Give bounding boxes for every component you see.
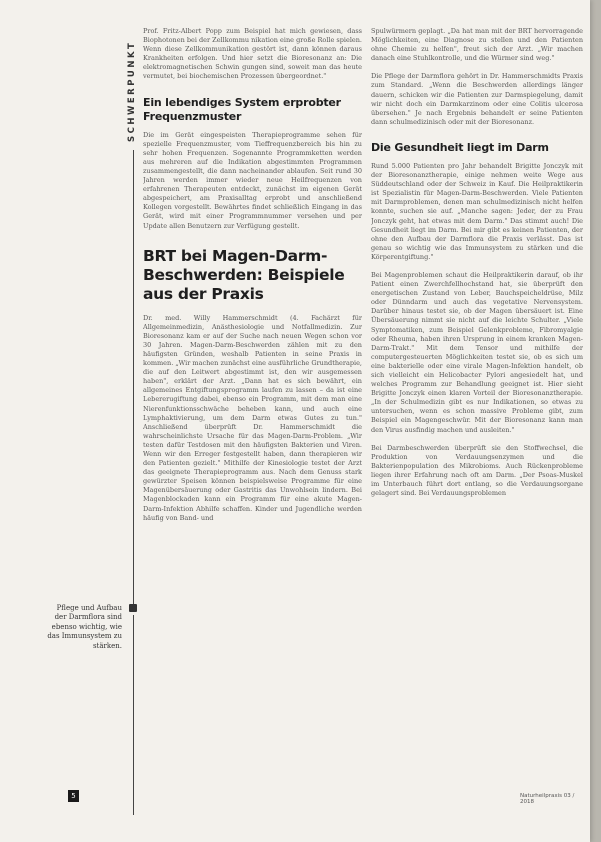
column-divider-lower (133, 615, 134, 815)
subheading-health-in-gut: Die Gesundheit liegt im Darm (371, 140, 549, 154)
column-divider (133, 150, 134, 605)
left-paragraph-1: Prof. Fritz-Albert Popp zum Beispiel hat mich gewiesen, dass Biophotonen bei der Zellkommu nikation eine große Rolle spielen. Wenn diese Zellkommunikation gestört ist, dann können daraus Krankheiten erfolgen. Und hier setzt die Bioresonanz an: Die elektromagnetischen Schwin gungen sind, soweit man das heute vermutet, bei biochemischen Prozessen übergeordnet." (143, 27, 362, 81)
section-label: SCHWERPUNKT (127, 40, 137, 142)
heading-brt-practice-examples: BRT bei Magen-Darm-Beschwerden: Beispiele aus der Praxis (143, 246, 345, 303)
left-paragraph-2: Die im Gerät eingespeisten Therapieprogramme sehen für spezielle Frequenzmuster, vom Tieffrequenzbereich bis hin zu sehr hohen Frequenzen. Sogenannte Programmketten werden aus mehreren auf die Indikation abgestimmten Programmen zusammengestellt, die dann nacheinander ablaufen. Seit rund 30 Jahren werden immer wieder neue Heilfrequenzen von erfahrenen Therapeuten entdeckt, zunächst im eigenen Gerät abgespeichert, am Praxisalltag erprobt und anschließend Kollegen vorgestellt. Bewährtes findet schließlich Eingang in das Gerät, wird mit einer Programmnummer versehen und per Update allen Benutzern zur Verfügung gestellt. (143, 130, 362, 230)
pull-quote: Pflege und Aufbau der Darmflora sind ebenso wichtig, wie das Immunsystem zu stärken. (47, 604, 122, 650)
right-paragraph-4: Bei Magenproblemen schaut die Heilpraktikerin darauf, ob ihr Patient einen Zwerchfellhochstand hat, sie überprüft den energetischen Zustand von Leber, Bauchspeicheldrüse, Milz oder Dünndarm und auch das vegetative Nervensystem. Darüber hinaus testet sie, ob der Magen übersäuert ist. Eine Übersäuerung nimmt sie nicht auf die leichte Schulter. „Viele Symptomatiken, zum Beispiel Gelenkprobleme, Fibromyalgie oder Rheuma, haben ihren Ursprung in einem kranken Magen-Darm-Trakt." Mit dem Tensor und mithilfe der computergesteuerten Möglichkeiten testet sie, ob es sich um eine bakterielle oder eine virale Magen-Infektion handelt, ob sich vielleicht ein Helicobacter Pylori angesiedelt hat, und welches Programm zur Behandlung geeignet ist. Hier sieht Brigitte Jonczyk einen klaren Vorteil der Bioresonanztherapie. „In der Schulmedizin gibt es nur Indikationen, so etwas zu untersuchen, wenn es schon massive Probleme gibt, zum Beispiel ein Magengeschwür. Mit der Bioresonanz kann man den Virus ausfindig machen und ausleiten." (371, 270, 583, 434)
right-paragraph-3: Rund 5.000 Patienten pro Jahr behandelt Brigitte Jonczyk mit der Bioresonanztherapie, einige nehmen weite Wege aus Süddeutschland oder der Schweiz in Kauf. Die Heilpraktikerin ist Spezialistin für Magen-Darm-Beschwerden. Viele Patienten mit Darmproblemen, denen man schulmedizinisch nicht helfen konnte, suchen sie auf. „Manche sagen: Jeder, der zu Frau Jonczyk geht, hat etwas mit dem Darm." Das stimmt auch! Die Gesundheit liegt im Darm. Bei mir gibt es keinen Patienten, der ohne den Aufbau der Darmflora die Praxis verlässt. Das ist genau so wichtig wie das Immunsystem zu stärken und die Körperentgiftung." (371, 161, 583, 261)
subheading-frequency-patterns: Ein lebendiges System erprobter Frequenzmuster (143, 95, 341, 123)
page-number: 5 (68, 790, 79, 802)
pull-quote-marker (129, 604, 137, 612)
left-paragraph-3: Dr. med. Willy Hammerschmidt (4. Fachärzt für Allgemeinmedizin, Anästhesiologie und Notfallmedizin. Zur Bioresonanz kam er auf der Suche nach neuen Wegen schon vor 30 Jahren. Magen-Darm-Beschwerden zählen mit zu den häufigsten Gründen, weshalb Patienten in seine Praxis in kommen. „Wir machen zunächst eine ausführliche Grundtherapie, die auf den Leitwert abgestimmt ist, den wir ausgemessen haben", erklärt der Arzt. „Dann hat es sich bewährt, ein allgemeines Entgiftungsprogramm laufen zu lassen – da ist eine Lebererugiftung dabei, ebenso ein Programm, mit dem man eine Nierenfunktionsschwäche beheben kann, und auch eine Lymphaktivierung, um dem Darm etwas Gutes zu tun." Anschließend überprüft Dr. Hammerschmidt die wahrscheinlichste Ursache für das Magen-Darm-Problem. „Wir testen dafür Testdosen mit den häufigsten Bakterien und Viren. Wenn wir den Erreger festgestellt haben, dann therapieren wir den Patienten gezielt." Mithilfe der Kinesiologie testet der Arzt das geeignete Therapieprogramm aus. Nach dem Genuss stark gewürzter Speisen können beispielsweise Programme für eine Magenübersäuerung oder Gastritis das Unwohlsein lindern. Bei Magenblockaden kann ein Programm für eine akute Magen-Darm-Infektion Abhilfe schaffen. Kinder und Jugendliche werden häufig von Band- und (143, 313, 362, 522)
right-paragraph-5: Bei Darmbeschwerden überprüft sie den Stoffwechsel, die Produktion von Verdauungsenzymen und die Bakterienpopulation des Mikrobioms. Auch Rückenprobleme liegen ihrer Erfahrung nach oft am Darm. „Der Psoas-Muskel im Unterbauch führt dort entlang, so die Verdauungsorgane gelagert sind. Bei Verdauungsproblemen (371, 443, 583, 498)
footer-publication: Naturheilpraxis 03 / 2018 (520, 793, 575, 805)
left-column (143, 27, 362, 817)
right-column (371, 27, 583, 817)
right-paragraph-2: Die Pflege der Darmflora gehört in Dr. Hammerschmidts Praxis zum Standard. „Wenn die Beschwerden allerdings länger dauern, schicken wir die Patienten zur Darmspiegelung, damit wir nicht doch ein Darmkarzinom oder eine Colitis ulcerosa übersehen." Je nach Ergebnis behandelt er seine Patienten dann schulmedizinisch oder mit der Bioresonanz. (371, 72, 583, 126)
right-paragraph-1: Spulwürmern geplagt. „Da hat man mit der BRT hervorragende Möglichkeiten, eine Diagnose zu stellen und den Patienten ohne Chemie zu helfen", freut sich der Arzt. „Wir machen danach eine Stuhlkontrolle, und die Würmer sind weg." (371, 27, 583, 63)
